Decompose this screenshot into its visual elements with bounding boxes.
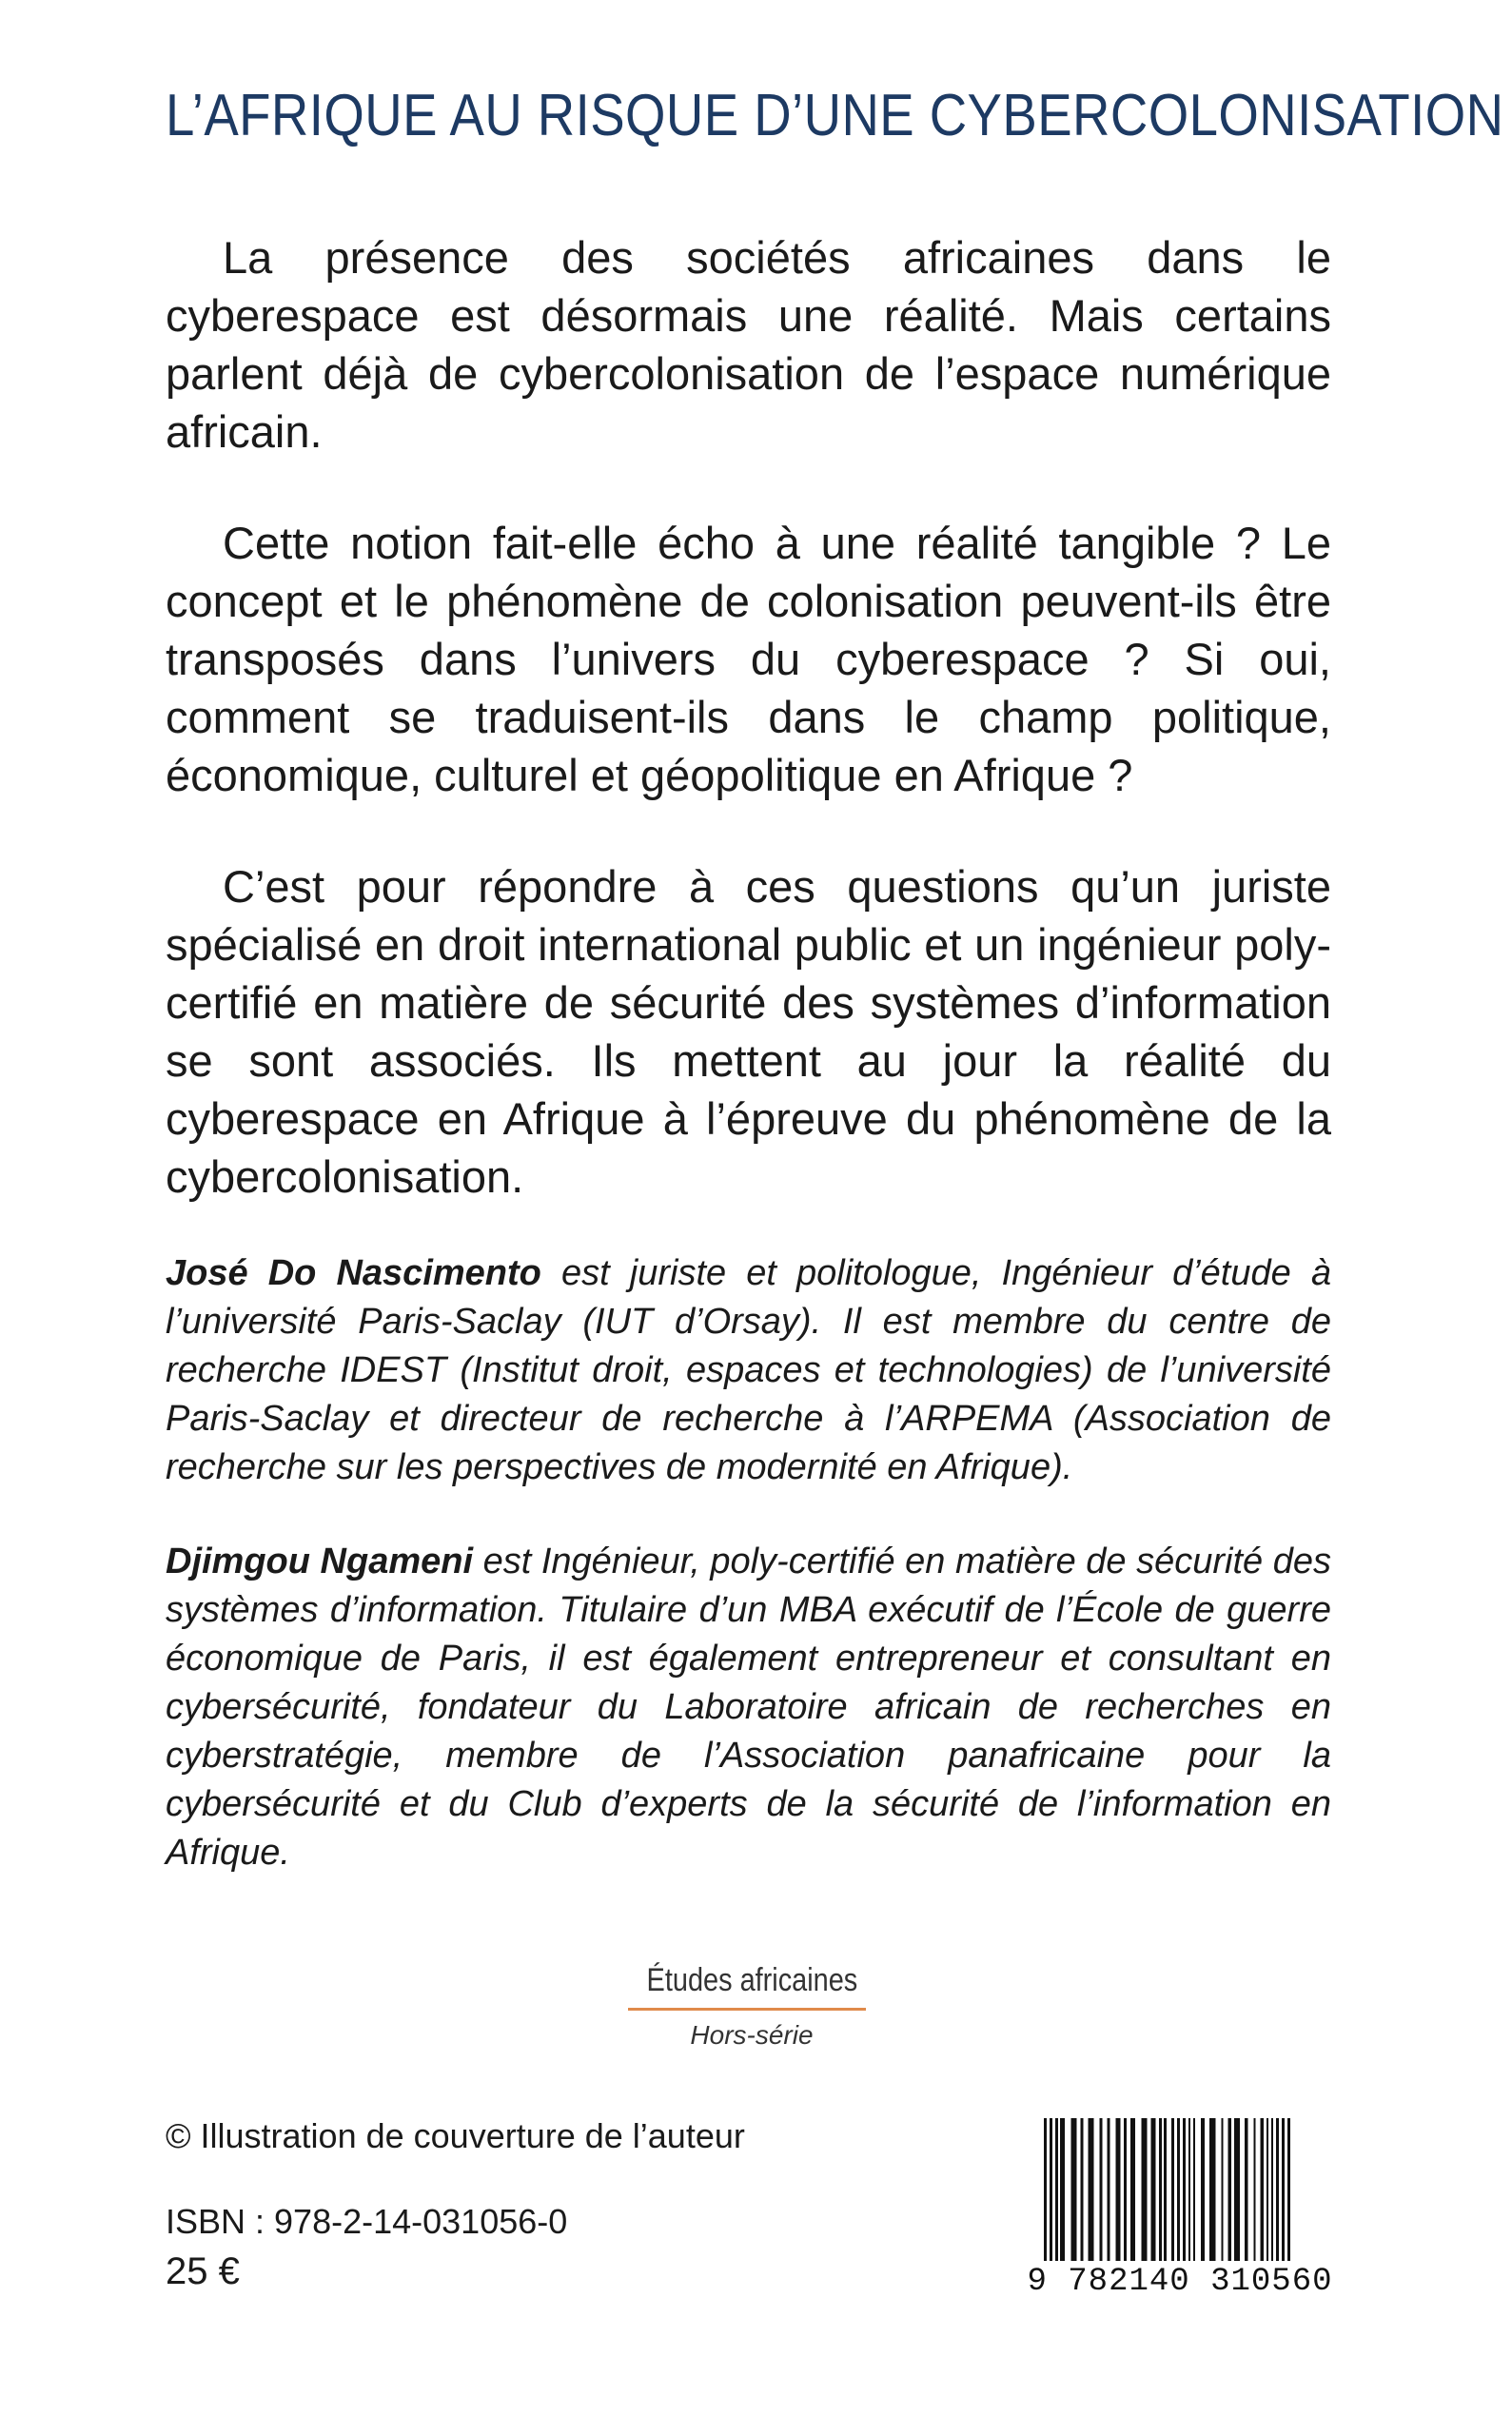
author-bio-2 xyxy=(166,1538,1331,1877)
author-name-2: Djimgou Ngameni xyxy=(166,1542,474,1581)
book-title: L’AFRIQUE AU RISQUE D’UNE CYBERCOLONISATION xyxy=(166,83,1504,148)
author-bio-text-1: est juriste et politologue, Ingénieur d’étude à l’université Paris-Saclay (IUT d’Orsay). Il est membre du centre de recherche IDEST (Institut droit, espaces et technologies) de l’université Paris-Saclay et directeur de recherche à l’ARPEMA (Association de recherche sur les perspectives de modernité en Afrique). xyxy=(166,1253,1331,1487)
series-subtitle: Hors-série xyxy=(690,2020,814,2050)
author-bio-text-2: est Ingénieur, poly-certifié en matière de sécurité des systèmes d’information. Titulaire d’un MBA exécutif de l’École de guerre économique de Paris, il est également entrepreneur et consultant en cybersécurité, fondateur du Laboratoire africain de recherches en cyberstratégie, membre de l’Association panafricaine pour la cybersécurité et du Club d’experts de la sécurité de l’information en Afrique. xyxy=(166,1542,1331,1873)
barcode-digits: 9 782140 310560 xyxy=(1027,2264,1333,2300)
back-cover-blurb xyxy=(166,228,1331,1259)
blurb-paragraph-2: Cette notion fait-elle écho à une réalité tangible ? Le concept et le phénomène de colonisation peuvent-ils être transposés dans l’univers du cyberespace ? Si oui, comment se traduisent-ils dans le champ politique, économique, culturel et géopolitique en Afrique ? xyxy=(166,518,1331,800)
barcode xyxy=(1023,2111,1337,2306)
barcode-bars xyxy=(1023,2111,1337,2263)
isbn-number: ISBN : 978-2-14-031056-0 xyxy=(166,2202,568,2241)
author-name-1: José Do Nascimento xyxy=(166,1253,541,1293)
blurb-paragraph-3: C’est pour répondre à ces questions qu’un juriste spécialisé en droit international public et un ingénieur poly-certifié en matière de sécurité des systèmes d’information se sont associés. Ils mettent au jour la réalité du cyberespace en Afrique à l’épreuve du phénomène de la cybercolonisation. xyxy=(166,861,1331,1202)
author-bios xyxy=(166,1249,1331,1923)
price-label: 25 € xyxy=(166,2250,240,2292)
series-logo xyxy=(628,1958,875,2053)
series-name: Études africaines xyxy=(646,1962,858,1998)
series-divider xyxy=(628,2008,866,2011)
blurb-paragraph-1: La présence des sociétés africaines dans le cyberespace est désormais une réalité. Mais certains parlent déjà de cybercolonisation de l’espace numérique africain. xyxy=(166,232,1331,457)
cover-credit: © Illustration de couverture de l’auteur xyxy=(166,2116,745,2155)
author-bio-1 xyxy=(166,1249,1331,1492)
